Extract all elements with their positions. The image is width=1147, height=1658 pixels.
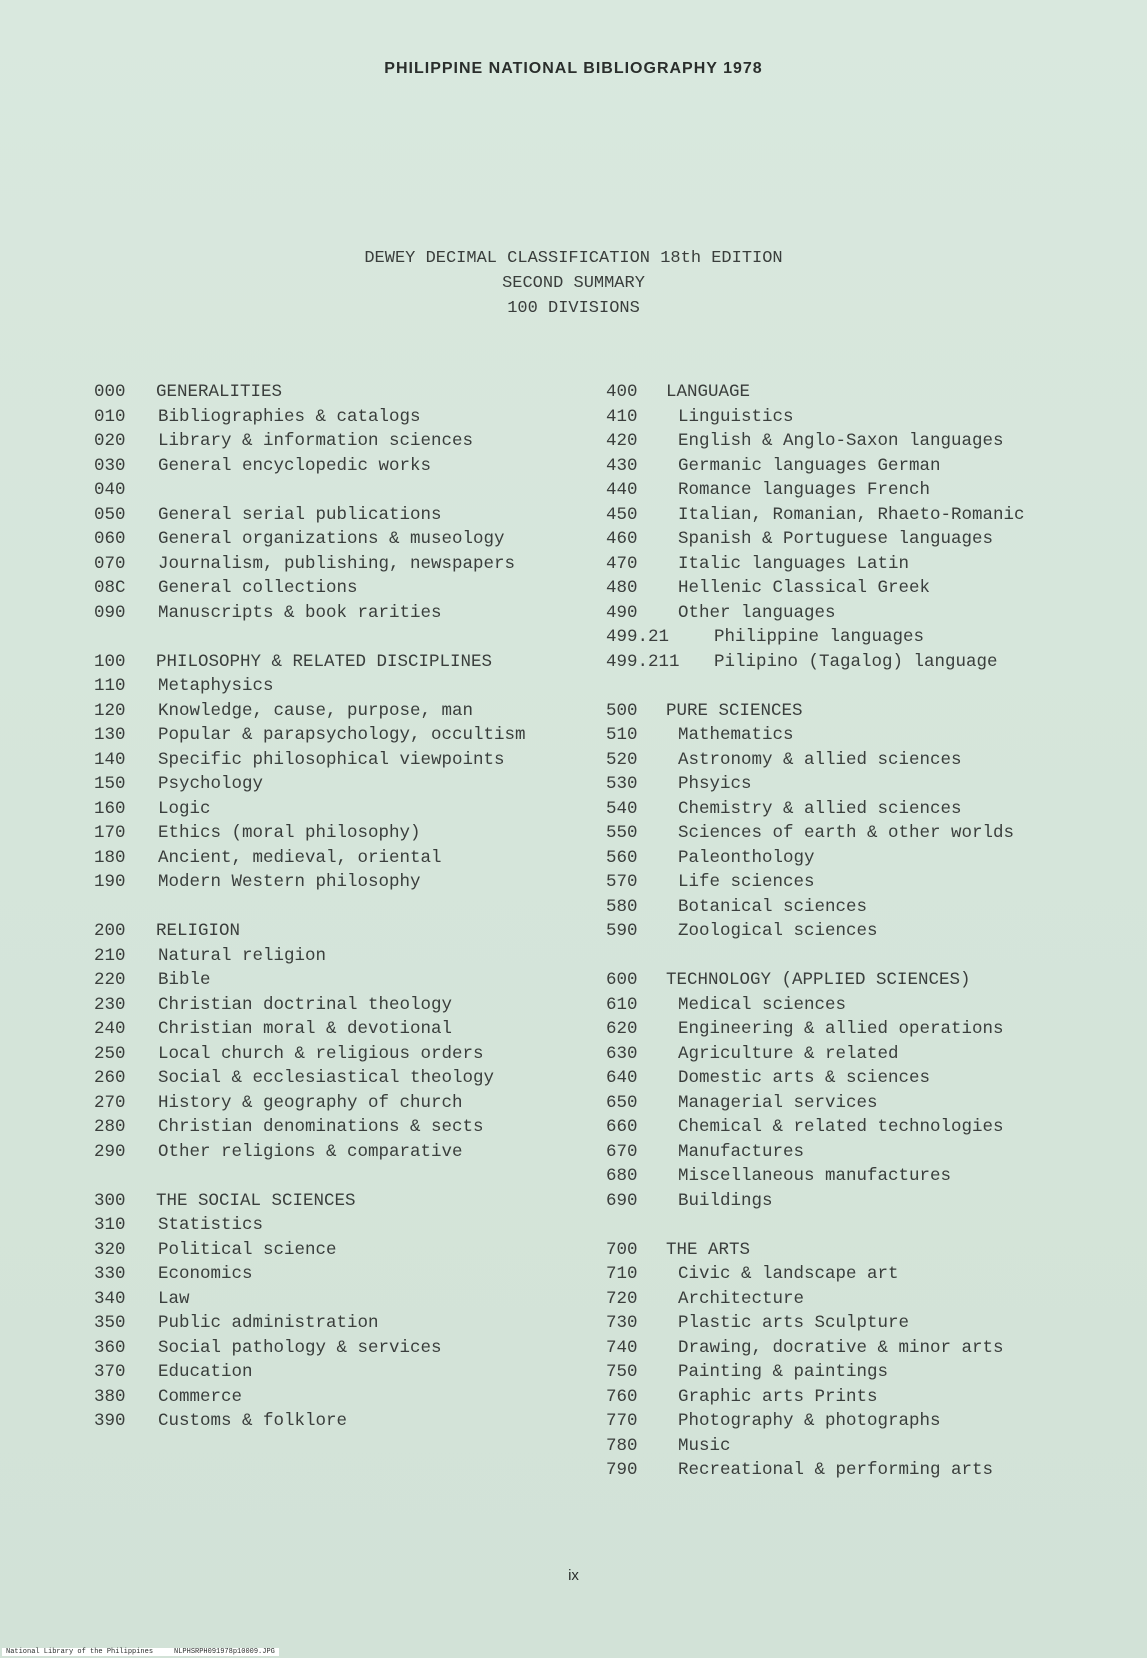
class-label: Paleonthology	[678, 847, 815, 868]
division-entry	[94, 601, 604, 626]
class-number: 220	[94, 970, 126, 990]
division-entry	[94, 1311, 604, 1336]
class-label: Christian denominations & sects	[158, 1117, 484, 1137]
title-line-3: 100 DIVISIONS	[507, 299, 640, 318]
class-label: Mathematics	[678, 725, 794, 745]
class-label: Local church & religious orders	[158, 1043, 484, 1064]
class-label: Buildings	[678, 1190, 773, 1211]
section-gap	[94, 625, 604, 650]
class-number: 490	[606, 602, 638, 623]
class-number: 360	[94, 1337, 126, 1358]
class-number: 730	[606, 1313, 638, 1333]
division-entry	[94, 405, 604, 430]
division-entry	[94, 1091, 604, 1116]
class-number: 450	[606, 504, 638, 525]
division-entry	[94, 748, 604, 773]
division-entry	[606, 527, 1136, 552]
class-number: 010	[94, 406, 126, 427]
scan-credit: National Library of the Philippines NLPHSRPH091978p10009.JPG	[2, 1648, 279, 1656]
class-label: Photography & photographs	[678, 1411, 941, 1431]
class-number: 280	[94, 1117, 126, 1137]
class-label: Graphic arts Prints	[678, 1386, 878, 1407]
division-entry	[94, 944, 604, 969]
class-label: Sciences of earth & other worlds	[678, 823, 1015, 843]
class-label: Metaphysics	[158, 676, 274, 696]
class-number: 190	[94, 872, 126, 892]
section-gap	[94, 895, 604, 920]
class-label: Christian doctrinal theology	[158, 994, 453, 1015]
division-entry	[606, 1091, 1136, 1116]
class-number: 140	[94, 749, 126, 770]
class-number: 420	[606, 431, 638, 451]
division-entry	[94, 821, 604, 846]
class-heading	[606, 1238, 1136, 1263]
division-entry	[606, 1042, 1136, 1067]
division-entry	[94, 1066, 604, 1091]
class-heading	[94, 1189, 604, 1214]
class-number: 090	[94, 602, 126, 623]
class-label: Architecture	[678, 1288, 805, 1309]
class-number: 770	[606, 1411, 638, 1431]
division-entry	[94, 772, 604, 797]
class-number: 470	[606, 553, 638, 574]
title-line-1: DEWEY DECIMAL CLASSIFICATION 18th EDITION	[364, 249, 783, 268]
division-entry	[94, 1360, 604, 1385]
right-column	[606, 380, 1136, 1483]
division-entry	[94, 1262, 604, 1287]
class-label: Managerial services	[678, 1092, 878, 1113]
division-entry	[606, 748, 1136, 773]
class-label: PHILOSOPHY & RELATED DISCIPLINES	[156, 651, 493, 672]
division-entry	[606, 1434, 1136, 1459]
class-number: 530	[606, 774, 638, 794]
division-entry	[94, 503, 604, 528]
class-number: 600	[606, 970, 638, 990]
class-number: 630	[606, 1043, 638, 1064]
division-entry	[94, 797, 604, 822]
division-entry	[606, 405, 1136, 430]
class-number: 110	[94, 676, 126, 696]
class-label: Plastic arts Sculpture	[678, 1313, 910, 1333]
class-label: Italian, Romanian, Rhaeto-Romanic	[678, 504, 1025, 525]
division-entry	[94, 1017, 604, 1042]
class-label: Statistics	[158, 1215, 264, 1235]
page-number: ix	[568, 1567, 579, 1584]
class-number: 410	[606, 406, 638, 427]
class-number: 680	[606, 1166, 638, 1186]
class-label: Pilipino (Tagalog) language	[714, 651, 998, 672]
class-label: Linguistics	[678, 406, 794, 427]
class-label: Other religions & comparative	[158, 1141, 463, 1162]
class-number: 180	[94, 847, 126, 868]
division-entry	[606, 797, 1136, 822]
division-entry	[606, 552, 1136, 577]
division-entry	[94, 1336, 604, 1361]
class-label: Bible	[158, 970, 211, 990]
division-entry	[606, 1287, 1136, 1312]
class-label: Education	[158, 1362, 253, 1382]
class-number: 270	[94, 1092, 126, 1113]
class-number: 050	[94, 504, 126, 525]
class-label: Life sciences	[678, 872, 815, 892]
division-entry	[606, 1336, 1136, 1361]
class-number: 100	[94, 651, 126, 672]
division-entry	[94, 478, 604, 503]
class-label: Recreational & performing arts	[678, 1460, 994, 1480]
class-label: Philippine languages	[714, 627, 925, 647]
division-entry	[606, 454, 1136, 479]
section-gap	[606, 944, 1136, 969]
class-label: Engineering & allied operations	[678, 1019, 1004, 1039]
class-label: Bibliographies & catalogs	[158, 406, 421, 427]
class-label: RELIGION	[156, 921, 241, 941]
class-number: 510	[606, 725, 638, 745]
class-heading	[606, 380, 1136, 405]
class-number: 590	[606, 921, 638, 941]
class-number: 310	[94, 1215, 126, 1235]
class-number: 700	[606, 1239, 638, 1260]
class-number: 670	[606, 1141, 638, 1162]
class-number: 250	[94, 1043, 126, 1064]
section-gap	[606, 674, 1136, 699]
class-number: 240	[94, 1019, 126, 1039]
class-label: THE SOCIAL SCIENCES	[156, 1190, 356, 1211]
class-number: 570	[606, 872, 638, 892]
class-label: English & Anglo-Saxon languages	[678, 431, 1004, 451]
class-number: 650	[606, 1092, 638, 1113]
class-number: 760	[606, 1386, 638, 1407]
class-label: General serial publications	[158, 504, 442, 525]
division-entry	[606, 1189, 1136, 1214]
class-label: Psychology	[158, 774, 264, 794]
class-number: 300	[94, 1190, 126, 1211]
class-label: Knowledge, cause, purpose, man	[158, 700, 474, 721]
class-label: GENERALITIES	[156, 382, 283, 402]
class-label: Ethics (moral philosophy)	[158, 823, 421, 843]
division-entry	[606, 1311, 1136, 1336]
division-entry	[94, 1385, 604, 1410]
division-entry	[606, 846, 1136, 871]
division-entry	[94, 723, 604, 748]
division-entry	[606, 993, 1136, 1018]
class-label: Social pathology & services	[158, 1337, 442, 1358]
division-entry	[606, 1458, 1136, 1483]
class-label: Commerce	[158, 1386, 243, 1407]
class-heading	[94, 380, 604, 405]
class-label: THE ARTS	[666, 1239, 751, 1260]
class-number: 260	[94, 1068, 126, 1088]
division-entry	[606, 625, 1136, 650]
division-entry	[606, 870, 1136, 895]
class-label: Germanic languages German	[678, 455, 941, 476]
class-label: Logic	[158, 798, 211, 819]
division-entry	[94, 1115, 604, 1140]
class-label: Law	[158, 1288, 190, 1309]
class-heading	[94, 919, 604, 944]
division-entry	[94, 454, 604, 479]
division-entry	[606, 821, 1136, 846]
class-label: Music	[678, 1435, 731, 1456]
class-label: Modern Western philosophy	[158, 872, 421, 892]
division-entry	[606, 650, 1136, 675]
class-number: 750	[606, 1362, 638, 1382]
class-number: 640	[606, 1068, 638, 1088]
class-label: Specific philosophical viewpoints	[158, 749, 505, 770]
class-label: General organizations & museology	[158, 529, 505, 549]
class-label: Miscellaneous manufactures	[678, 1166, 952, 1186]
class-heading	[606, 699, 1136, 724]
running-head: PHILIPPINE NATIONAL BIBLIOGRAPHY 1978	[384, 60, 763, 77]
division-entry	[606, 1115, 1136, 1140]
class-number: 020	[94, 431, 126, 451]
class-number: 390	[94, 1411, 126, 1431]
class-label: Agriculture & related	[678, 1043, 899, 1064]
class-number: 550	[606, 823, 638, 843]
division-entry	[606, 919, 1136, 944]
class-label: General encyclopedic works	[158, 455, 432, 476]
division-entry	[94, 429, 604, 454]
division-entry	[606, 772, 1136, 797]
class-number: 290	[94, 1141, 126, 1162]
division-entry	[606, 429, 1136, 454]
division-entry	[606, 895, 1136, 920]
class-number: 070	[94, 553, 126, 574]
class-number: 520	[606, 749, 638, 770]
class-number: 030	[94, 455, 126, 476]
division-entry	[94, 527, 604, 552]
class-number: 060	[94, 529, 126, 549]
class-number: 620	[606, 1019, 638, 1039]
class-label: Hellenic Classical Greek	[678, 578, 931, 598]
section-gap	[606, 1213, 1136, 1238]
class-number: 440	[606, 480, 638, 500]
division-entry	[94, 1213, 604, 1238]
division-entry	[94, 576, 604, 601]
class-heading	[606, 968, 1136, 993]
division-entry	[94, 552, 604, 577]
class-label: Economics	[158, 1264, 253, 1284]
class-label: Zoological sciences	[678, 921, 878, 941]
class-number: 170	[94, 823, 126, 843]
class-number: 780	[606, 1435, 638, 1456]
class-label: Christian moral & devotional	[158, 1019, 453, 1039]
division-entry	[606, 1409, 1136, 1434]
class-number: 350	[94, 1313, 126, 1333]
class-label: Political science	[158, 1239, 337, 1260]
class-number: 130	[94, 725, 126, 745]
division-entry	[606, 1017, 1136, 1042]
class-label: Drawing, docrative & minor arts	[678, 1337, 1004, 1358]
class-label: Social & ecclesiastical theology	[158, 1068, 495, 1088]
left-column	[94, 380, 604, 1434]
class-number: 560	[606, 847, 638, 868]
class-number: 320	[94, 1239, 126, 1260]
class-label: Spanish & Portuguese languages	[678, 529, 994, 549]
class-label: Library & information sciences	[158, 431, 474, 451]
class-number: 200	[94, 921, 126, 941]
class-number: 690	[606, 1190, 638, 1211]
class-label: Chemistry & allied sciences	[678, 798, 962, 819]
class-number: 120	[94, 700, 126, 721]
class-number: 000	[94, 382, 126, 402]
division-entry	[94, 968, 604, 993]
class-number: 500	[606, 700, 638, 721]
division-entry	[94, 1042, 604, 1067]
class-label: Customs & folklore	[158, 1411, 348, 1431]
class-number: 380	[94, 1386, 126, 1407]
class-label: Domestic arts & sciences	[678, 1068, 931, 1088]
class-label: Botanical sciences	[678, 896, 868, 917]
class-label: Chemical & related technologies	[678, 1117, 1004, 1137]
class-number: 160	[94, 798, 126, 819]
class-number: 150	[94, 774, 126, 794]
class-number: 040	[94, 480, 126, 500]
class-number: 210	[94, 945, 126, 966]
class-label: Romance languages French	[678, 480, 931, 500]
class-label: Manufactures	[678, 1141, 805, 1162]
class-number: 580	[606, 896, 638, 917]
class-number: 660	[606, 1117, 638, 1137]
class-label: Medical sciences	[678, 994, 847, 1015]
division-entry	[606, 1066, 1136, 1091]
division-entry	[94, 674, 604, 699]
division-entry	[606, 1140, 1136, 1165]
division-entry	[94, 870, 604, 895]
division-entry	[94, 699, 604, 724]
division-entry	[606, 601, 1136, 626]
class-number: 460	[606, 529, 638, 549]
class-label: Popular & parapsychology, occultism	[158, 725, 526, 745]
class-number: 740	[606, 1337, 638, 1358]
division-entry	[606, 576, 1136, 601]
class-number: 430	[606, 455, 638, 476]
class-number: 230	[94, 994, 126, 1015]
class-label: Public administration	[158, 1313, 379, 1333]
class-number: 330	[94, 1264, 126, 1284]
division-entry	[606, 1360, 1136, 1385]
class-label: Painting & paintings	[678, 1362, 889, 1382]
class-label: PURE SCIENCES	[666, 700, 803, 721]
class-label: TECHNOLOGY (APPLIED SCIENCES)	[666, 970, 971, 990]
division-entry	[94, 1287, 604, 1312]
title-block	[0, 246, 1147, 321]
class-label: Astronomy & allied sciences	[678, 749, 962, 770]
class-label: Ancient, medieval, oriental	[158, 847, 442, 868]
class-number: 499.21	[606, 627, 670, 647]
division-entry	[94, 1409, 604, 1434]
class-number: 540	[606, 798, 638, 819]
class-label: History & geography of church	[158, 1092, 463, 1113]
class-label: Other languages	[678, 602, 836, 623]
class-number: 400	[606, 382, 638, 402]
division-entry	[94, 846, 604, 871]
division-entry	[94, 1140, 604, 1165]
class-label: Italic languages Latin	[678, 553, 910, 574]
class-number: 499.211	[606, 651, 680, 672]
class-label: Civic & landscape art	[678, 1264, 899, 1284]
class-label: Journalism, publishing, newspapers	[158, 553, 516, 574]
class-number: 710	[606, 1264, 638, 1284]
class-label: Natural religion	[158, 945, 327, 966]
class-number: 610	[606, 994, 638, 1015]
division-entry	[606, 1164, 1136, 1189]
class-number: 340	[94, 1288, 126, 1309]
class-number: 480	[606, 578, 638, 598]
title-line-2: SECOND SUMMARY	[502, 274, 645, 293]
class-label: Phsyics	[678, 774, 752, 794]
division-entry	[606, 723, 1136, 748]
class-number: 08C	[94, 578, 126, 598]
division-entry	[606, 1262, 1136, 1287]
class-label: LANGUAGE	[666, 382, 751, 402]
division-entry	[606, 503, 1136, 528]
class-number: 720	[606, 1288, 638, 1309]
class-label: Manuscripts & book rarities	[158, 602, 442, 623]
class-number: 370	[94, 1362, 126, 1382]
division-entry	[94, 1238, 604, 1263]
division-entry	[606, 1385, 1136, 1410]
division-entry	[606, 478, 1136, 503]
class-label: General collections	[158, 578, 358, 598]
class-heading	[94, 650, 604, 675]
division-entry	[94, 993, 604, 1018]
section-gap	[94, 1164, 604, 1189]
class-number: 790	[606, 1460, 638, 1480]
